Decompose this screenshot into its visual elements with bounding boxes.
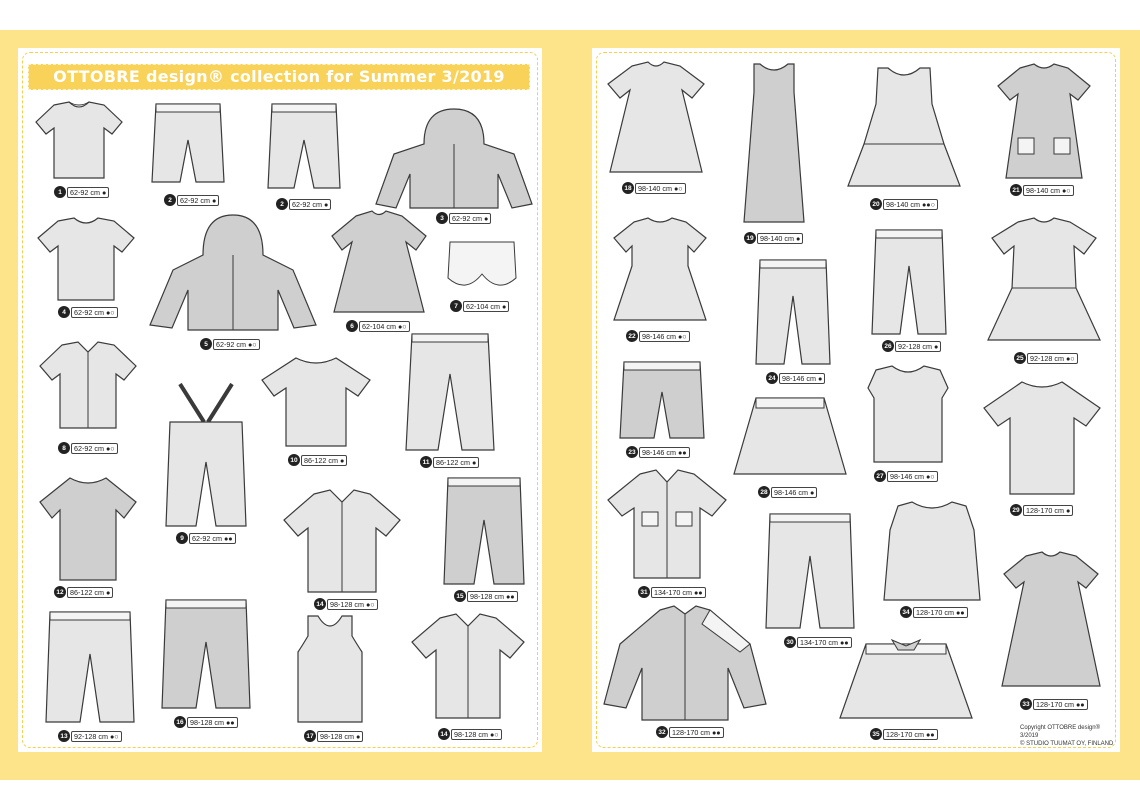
item-number: 32 [656, 726, 668, 738]
label-item [54, 186, 109, 198]
copyright-line: © STUDIO TUUMAT OY, FINLAND [1020, 741, 1114, 747]
item-size: 98-140 cm ●○ [635, 183, 686, 194]
item-size: 134-170 cm ●● [651, 587, 706, 598]
item-size: 128-170 cm ●● [883, 729, 938, 740]
label-item [1020, 698, 1088, 710]
garment-7-bloomers [446, 238, 518, 296]
item-size: 62-92 cm ●○ [71, 443, 118, 454]
label-item [436, 212, 491, 224]
label-item [1014, 352, 1078, 364]
garment-18-dress [604, 60, 708, 178]
item-number: 31 [638, 586, 650, 598]
label-item [438, 728, 502, 740]
item-size: 62-92 cm ●○ [213, 339, 260, 350]
item-number: 5 [200, 338, 212, 350]
item-number: 29 [1010, 504, 1022, 516]
item-number: 19 [744, 232, 756, 244]
item-size: 62-92 cm ●○ [71, 307, 118, 318]
label-item [900, 606, 968, 618]
item-size: 62-92 cm ● [177, 195, 219, 206]
garment-23-shorts [616, 358, 708, 442]
garment-21-pocket-dress [996, 62, 1092, 182]
label-item [420, 456, 479, 468]
item-size: 128-170 cm ●● [669, 727, 724, 738]
label-item [200, 338, 260, 350]
item-size: 62-92 cm ● [449, 213, 491, 224]
garment-28-skirt [730, 394, 850, 478]
garment-2-leggings [264, 100, 344, 192]
item-number: 20 [870, 198, 882, 210]
garment-8-shirt [38, 340, 138, 432]
garment-31-shirt [604, 468, 730, 582]
label-item [870, 728, 938, 740]
item-size: 98-128 cm ●● [187, 717, 238, 728]
item-number: 26 [882, 340, 894, 352]
garment-19-maxi-dress [738, 62, 810, 228]
item-size: 98-146 cm ● [779, 373, 825, 384]
item-size: 128-170 cm ● [1023, 505, 1073, 516]
label-item [626, 446, 690, 458]
garment-6-dress [324, 208, 434, 318]
garment-5-hooded-jacket [148, 210, 318, 332]
label-item [744, 232, 803, 244]
item-size: 134-170 cm ●● [797, 637, 852, 648]
item-number: 13 [58, 730, 70, 742]
label-item [1010, 184, 1074, 196]
item-number: 7 [450, 300, 462, 312]
label-item [1010, 504, 1073, 516]
item-size: 98-128 cm ●○ [327, 599, 378, 610]
item-number: 15 [454, 590, 466, 602]
item-number: 3 [436, 212, 448, 224]
label-item [314, 598, 378, 610]
label-item [882, 340, 941, 352]
garment-11-plaid-pants [402, 330, 498, 454]
item-number: 2 [164, 194, 176, 206]
item-size: 98-146 cm ●○ [887, 471, 938, 482]
label-item [454, 590, 518, 602]
label-item [656, 726, 724, 738]
label-item [870, 198, 938, 210]
item-number: 33 [1020, 698, 1032, 710]
garment-29-raglan-tee [982, 378, 1104, 498]
label-item [288, 454, 347, 466]
garment-33-dress [996, 550, 1106, 690]
item-size: 92-128 cm ●○ [1027, 353, 1078, 364]
item-size: 98-140 cm ●○ [1023, 185, 1074, 196]
item-size: 62-104 cm ● [463, 301, 509, 312]
garment-17-tank-top [294, 612, 366, 726]
item-size: 98-128 cm ●○ [451, 729, 502, 740]
item-number: 28 [758, 486, 770, 498]
item-number: 14 [314, 598, 326, 610]
item-size: 98-146 cm ● [771, 487, 817, 498]
item-number: 10 [288, 454, 300, 466]
item-size: 62-104 cm ●○ [359, 321, 410, 332]
garment-22-dress [610, 216, 710, 326]
label-item [450, 300, 509, 312]
item-size: 98-146 cm ●● [639, 447, 690, 458]
item-number: 16 [174, 716, 186, 728]
item-number: 34 [900, 606, 912, 618]
garment-14-shirt [280, 488, 404, 596]
garment-9-dungarees [164, 382, 248, 532]
garment-32-jacket [600, 604, 770, 724]
label-item [874, 470, 938, 482]
garment-15-shorts [442, 474, 526, 588]
garment-4-top [36, 216, 136, 302]
item-number: 8 [58, 442, 70, 454]
garment-12-raglan-tee [38, 474, 138, 584]
item-size: 86-122 cm ● [433, 457, 479, 468]
item-size: 86-122 cm ● [301, 455, 347, 466]
garment-1-tshirt [34, 100, 124, 180]
label-item [174, 716, 238, 728]
item-size: 86-122 cm ● [67, 587, 113, 598]
item-number: 18 [622, 182, 634, 194]
label-item [622, 182, 686, 194]
item-number: 11 [420, 456, 432, 468]
garment-20-tiered-dress [844, 64, 964, 192]
item-number: 1 [54, 186, 66, 198]
label-item [766, 372, 825, 384]
garment-2-shorts [148, 100, 228, 188]
item-size: 128-170 cm ●● [1033, 699, 1088, 710]
garment-24-leggings [752, 256, 834, 368]
garment-3-hoodie-jacket [374, 104, 534, 212]
label-item [58, 730, 122, 742]
item-number: 23 [626, 446, 638, 458]
garment-25-dress [984, 216, 1104, 344]
label-item [638, 586, 706, 598]
item-number: 14 [438, 728, 450, 740]
garment-14-shirt [408, 612, 528, 722]
item-number: 30 [784, 636, 796, 648]
label-item [758, 486, 817, 498]
item-number: 4 [58, 306, 70, 318]
garment-10-raglan-tee [258, 354, 374, 450]
garment-16-shorts [158, 596, 254, 712]
page-title: OTTOBRE design® collection for Summer 3/2019 [28, 64, 530, 90]
garment-27-top [862, 364, 954, 466]
item-size: 98-128 cm ●● [467, 591, 518, 602]
item-size: 92-128 cm ●○ [71, 731, 122, 742]
label-item [58, 442, 118, 454]
garment-30-pants [762, 510, 858, 632]
label-item [54, 586, 113, 598]
right-page [592, 48, 1120, 752]
label-item [58, 306, 118, 318]
item-number: 22 [626, 330, 638, 342]
garment-34-top [880, 500, 984, 604]
item-size: 98-128 cm ● [317, 731, 363, 742]
item-number: 25 [1014, 352, 1026, 364]
copyright-note [1020, 724, 1120, 748]
label-item [346, 320, 410, 332]
item-size: 128-170 cm ●● [913, 607, 968, 618]
item-size: 62-92 cm ● [67, 187, 109, 198]
item-size: 98-140 cm ●●○ [883, 199, 938, 210]
item-number: 24 [766, 372, 778, 384]
item-number: 9 [176, 532, 188, 544]
label-item [626, 330, 690, 342]
left-page [18, 48, 542, 752]
label-item [176, 532, 236, 544]
item-size: 62-92 cm ●● [189, 533, 236, 544]
item-number: 2 [276, 198, 288, 210]
garment-35-wrap-skirt [836, 638, 976, 724]
item-number: 21 [1010, 184, 1022, 196]
item-number: 17 [304, 730, 316, 742]
garment-13-track-pants [42, 608, 138, 726]
item-size: 98-146 cm ●○ [639, 331, 690, 342]
item-number: 12 [54, 586, 66, 598]
label-item [304, 730, 363, 742]
item-number: 6 [346, 320, 358, 332]
item-number: 35 [870, 728, 882, 740]
item-number: 27 [874, 470, 886, 482]
garment-26-capri-pants [868, 226, 950, 338]
label-item [164, 194, 219, 206]
item-size: 62-92 cm ● [289, 199, 331, 210]
item-size: 92-128 cm ● [895, 341, 941, 352]
item-size: 98-140 cm ● [757, 233, 803, 244]
copyright-line: Copyright OTTOBRE design® 3/2019 [1020, 725, 1101, 739]
